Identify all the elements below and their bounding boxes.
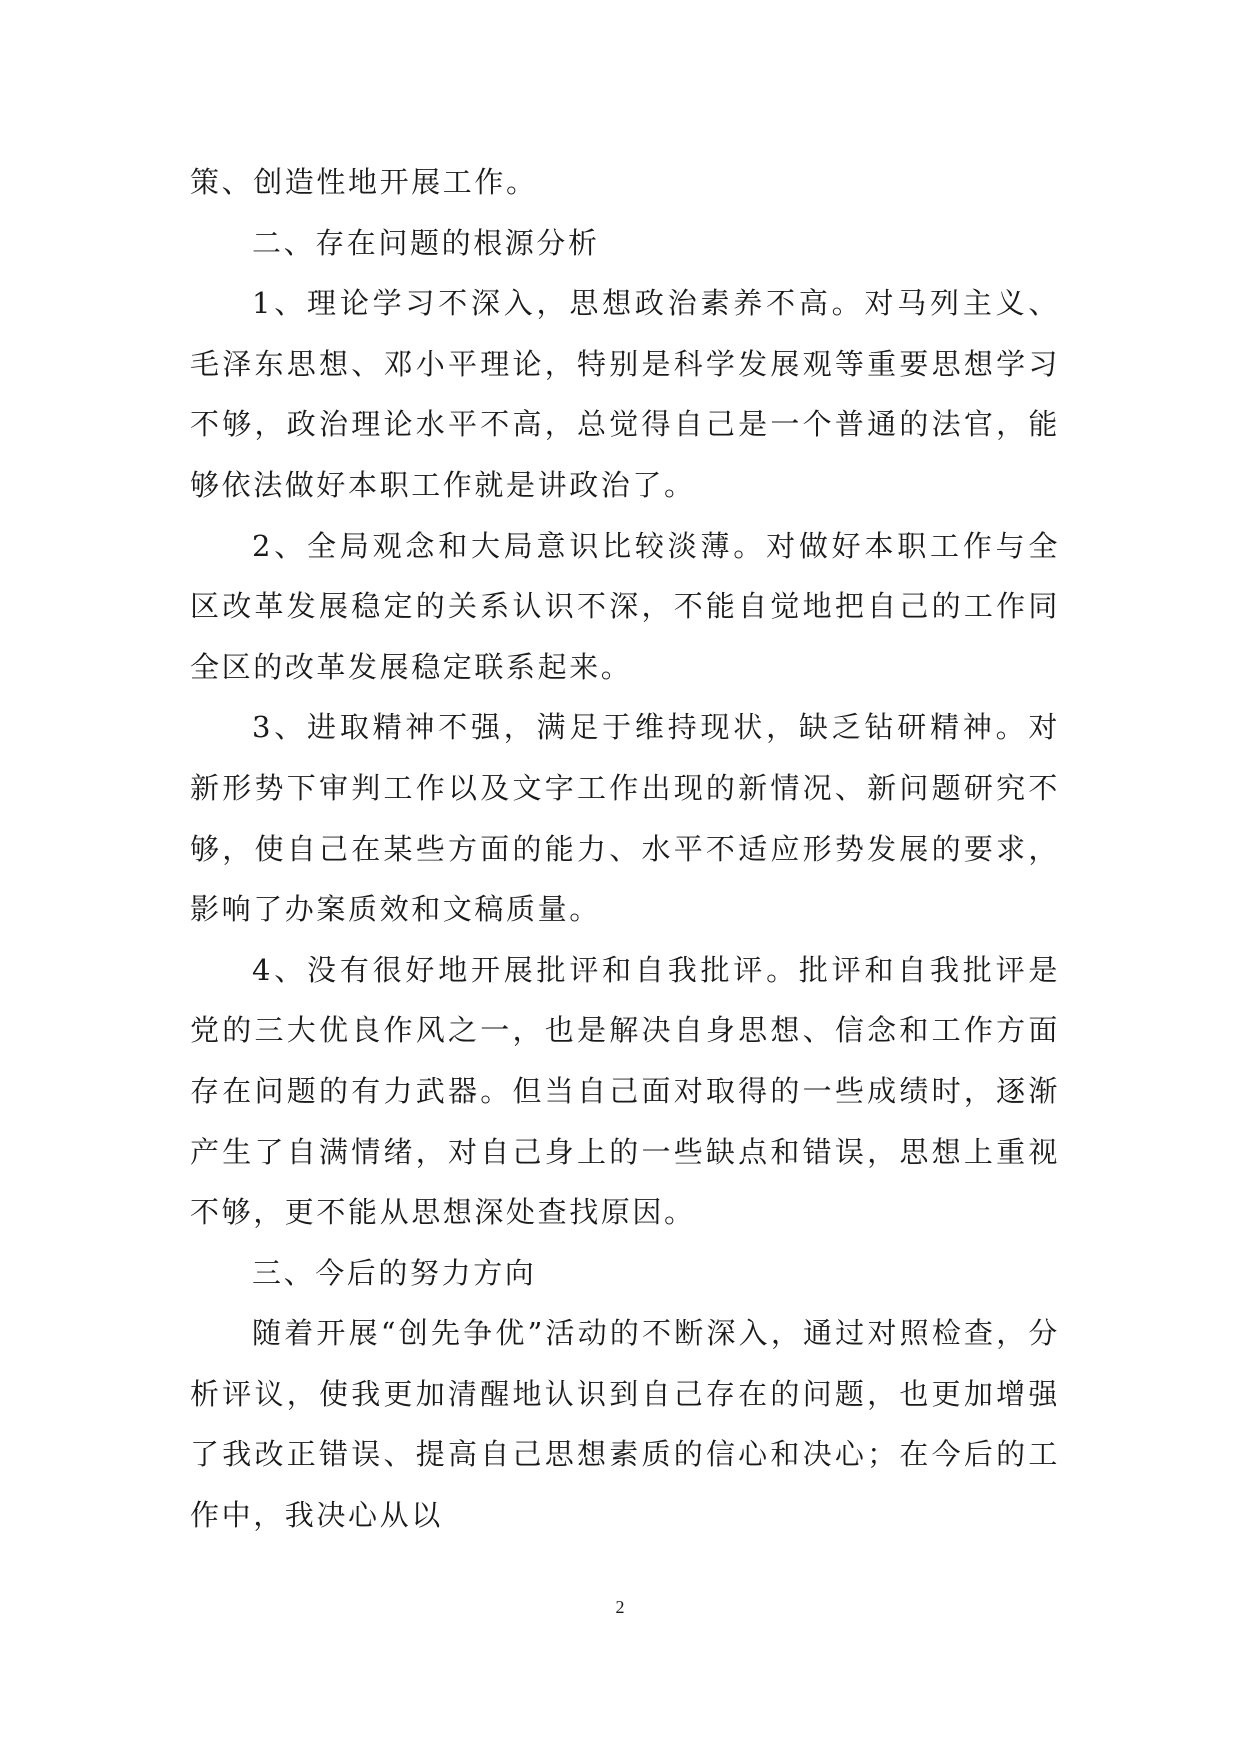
paragraph-continuation: 策、创造性地开展工作。 xyxy=(190,165,538,199)
section-heading-future-direction: 三、今后的努力方向 xyxy=(252,1255,537,1290)
document-body xyxy=(190,152,1060,1546)
section-heading-root-cause-analysis: 二、存在问题的根源分析 xyxy=(252,225,600,260)
paragraph-item-3: 3、进取精神不强，满足于维持现状，缺乏钻研精神。对新形势下审判工作以及文字工作出现的新情况、新问题研究不够，使自己在某些方面的能力、水平不适应形势发展的要求，影响了办案质效和文稿质量。 xyxy=(190,710,1060,927)
paragraph-future-direction: 随着开展“创先争优”活动的不断深入，通过对照检查，分析评议，使我更加清醒地认识到自己存在的问题，也更加增强了我改正错误、提高自己思想素质的信心和决心；在今后的工作中，我决心从以 xyxy=(190,1316,1060,1533)
page-number: 2 xyxy=(615,1597,625,1617)
paragraph-item-2: 2、全局观念和大局意识比较淡薄。对做好本职工作与全区改革发展稳定的关系认识不深，不能自觉地把自己的工作同全区的改革发展稳定联系起来。 xyxy=(190,528,1060,684)
paragraph-item-4: 4、没有很好地开展批评和自我批评。批评和自我批评是党的三大优良作风之一，也是解决自身思想、信念和工作方面存在问题的有力武器。但当自己面对取得的一些成绩时，逐渐产生了自满情绪，对自己身上的一些缺点和错误，思想上重视不够，更不能从思想深处查找原因。 xyxy=(190,952,1060,1230)
paragraph-item-1: 1、理论学习不深入，思想政治素养不高。对马列主义、毛泽东思想、邓小平理论，特别是科学发展观等重要思想学习不够，政治理论水平不高，总觉得自己是一个普通的法官，能够依法做好本职工作就是讲政治了。 xyxy=(190,286,1060,502)
